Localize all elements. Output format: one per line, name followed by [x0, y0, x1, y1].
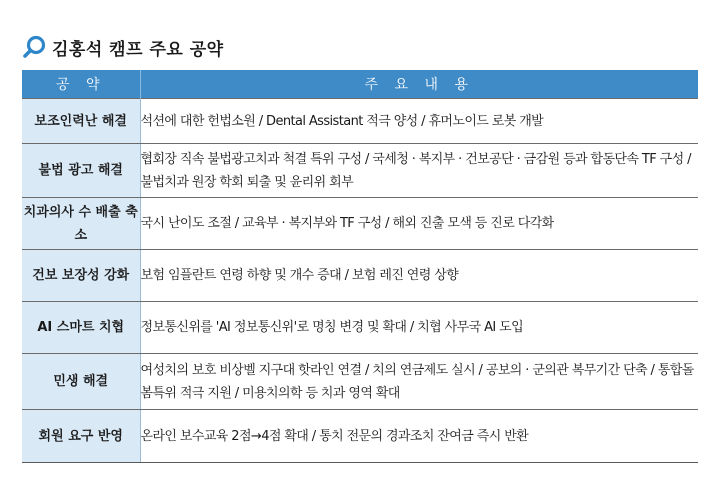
row-content: 국시 난이도 조절 / 교육부 · 복지부와 TF 구성 / 해외 진출 모색 등 진로 다각화 [140, 198, 698, 250]
table-row [22, 99, 698, 144]
page-title: 김홍석 캠프 주요 공약 [52, 39, 224, 60]
table-header-row [22, 70, 698, 99]
table-row [22, 198, 698, 250]
table-row [22, 354, 698, 410]
table-row [22, 410, 698, 463]
row-content: 온라인 보수교육 2점→4점 확대 / 통치 전문의 경과조치 잔여금 즉시 반환 [140, 410, 698, 463]
row-content: 보험 임플란트 연령 하향 및 개수 증대 / 보험 레진 연령 상향 [140, 250, 698, 302]
row-category: 민생 해결 [22, 354, 140, 410]
row-content: 협회장 직속 불법광고치과 척결 특위 구성 / 국세청 · 복지부 · 건보공단 · 금감원 등과 합동단속 TF 구성 / 불법치과 원장 학회 퇴출 및 윤리위 회부 [140, 144, 698, 198]
row-category: 불법 광고 해결 [22, 144, 140, 198]
pledges-table [22, 70, 698, 463]
header-pledge: 공 약 [22, 70, 140, 99]
row-category: 건보 보장성 강화 [22, 250, 140, 302]
table-row [22, 144, 698, 198]
table-row [22, 302, 698, 354]
row-content: 여성치의 보호 비상벨 지구대 핫라인 연결 / 치의 연금제도 실시 / 공보의 · 군의관 복무기간 단축 / 통합돌봄특위 적극 지원 / 미용치의학 등 치과 영역 확대 [140, 354, 698, 410]
row-category: 회원 요구 반영 [22, 410, 140, 463]
row-content: 정보통신위를 'AI 정보통신위'로 명칭 변경 및 확대 / 치협 사무국 AI 도입 [140, 302, 698, 354]
table-row [22, 250, 698, 302]
magnifier-icon [22, 34, 48, 60]
row-content: 석션에 대한 헌법소원 / Dental Assistant 적극 양성 / 휴머노이드 로봇 개발 [140, 99, 698, 144]
row-category: 치과의사 수 배출 축소 [22, 198, 140, 250]
header-content: 주 요 내 용 [140, 70, 698, 99]
page-title-row [22, 34, 224, 60]
row-category: AI 스마트 치협 [22, 302, 140, 354]
row-category: 보조인력난 해결 [22, 99, 140, 144]
